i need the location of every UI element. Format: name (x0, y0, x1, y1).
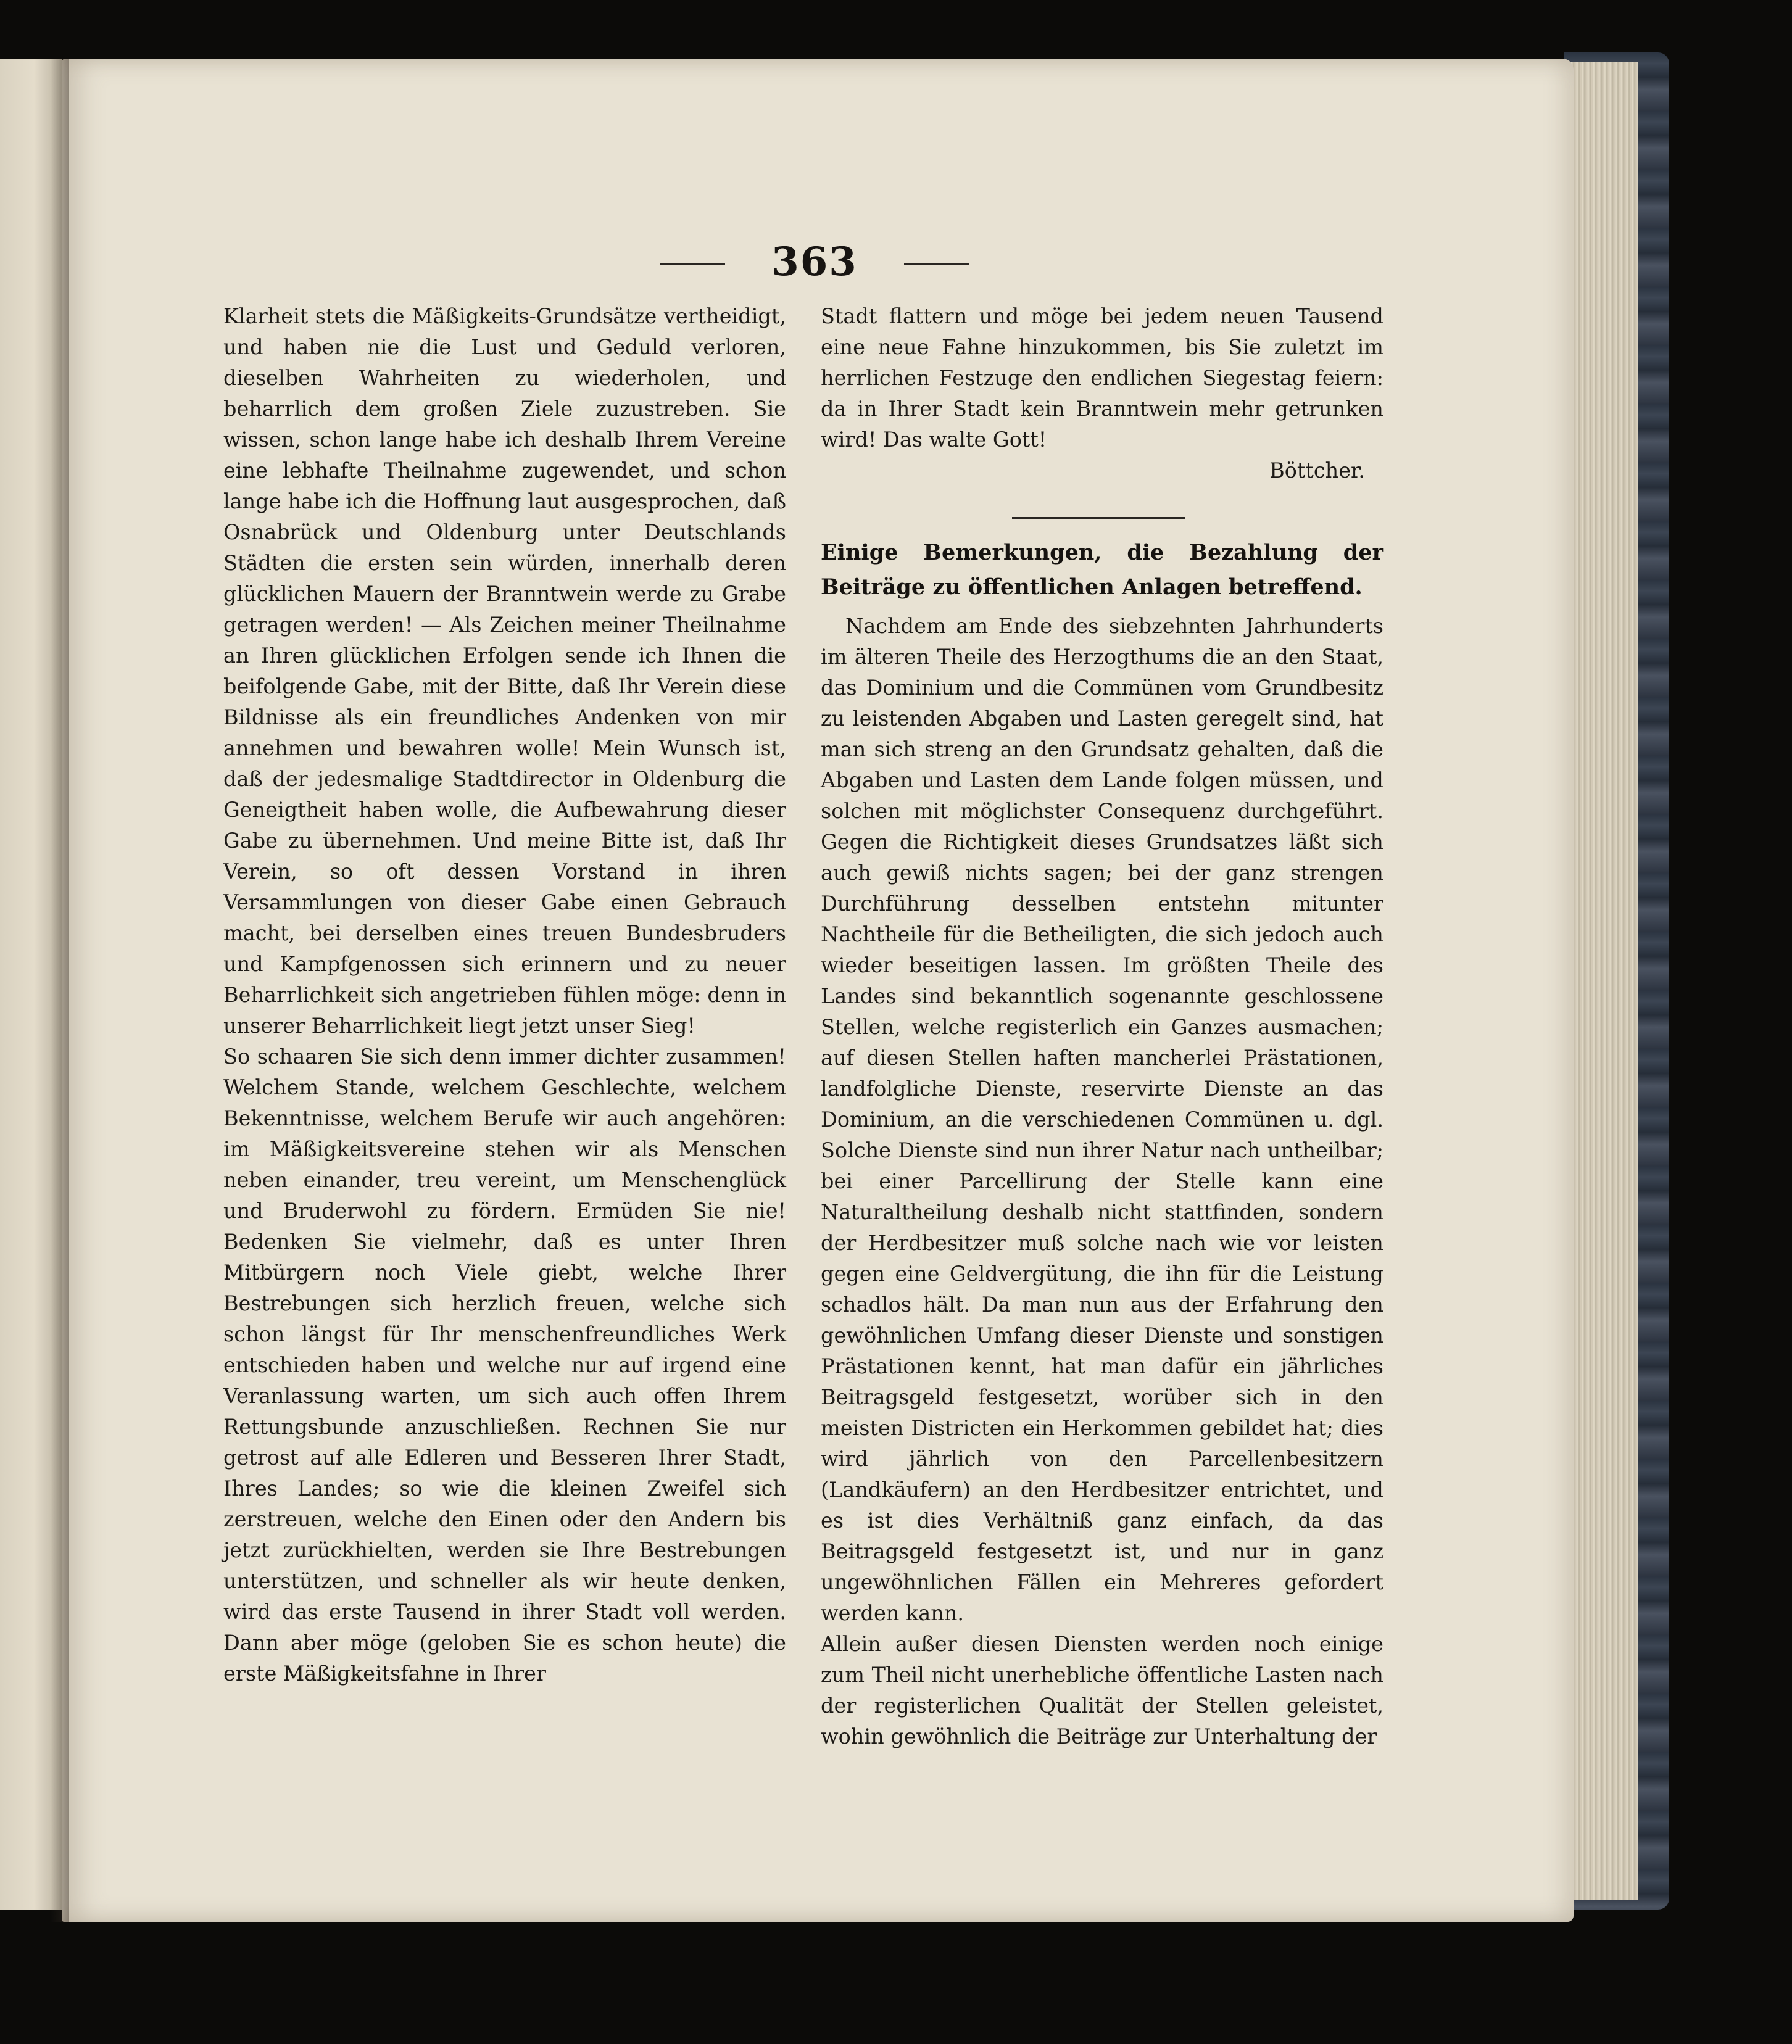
header-rule-right (904, 263, 969, 265)
right-paragraph-1: Nachdem am Ende des siebzehnten Jahrhunderts im älteren Theile des Herzogthums die an den Staat, das Dominium und die Commünen vom Grundbesitz zu leistenden Abgaben und Lasten geregelt sind, hat man sich streng an den Grundsatz gehalten, daß die Abgaben und Lasten dem Lande folgen müssen, und solchen mit möglichster Consequenz durchgeführt. Gegen die Richtigkeit dieses Grundsatzes läßt sich auch gewiß nichts sagen; bei der ganz strengen Durchführung desselben entstehn mitunter Nachtheile für die Betheiligten, die sich jedoch auch wieder beseitigen lassen. Im größten Theile des Landes sind bekanntlich sogenannte geschlossene Stellen, welche registerlich ein Ganzes ausmachen; auf diesen Stellen haften mancherlei Prästationen, landfolgliche Dienste, reservirte Dienste an das Dominium, an die verschiedenen Commünen u. dgl. Solche Dienste sind nun ihrer Natur nach untheilbar; bei einer Parcellirung der Stelle kann eine Naturaltheilung deshalb nicht stattfinden, sondern der Herdbesitzer muß solche nach wie vor leisten gegen eine Geldvergütung, die ihn für die Leistung schadlos hält. Da man nun aus der Erfahrung den gewöhnlichen Umfang dieser Dienste und sonstigen Prästationen kennt, hat man dafür ein jährliches Beitragsgeld festgesetzt, worüber sich in den meisten Districten ein Herkommen gebildet hat; dies wird jährlich von den Parcellenbesitzern (Landkäufern) an den Herdbesitzer entrichtet, und es ist dies Verhältniß ganz einfach, da das Beitragsgeld festgesetzt ist, und nur in ganz ungewöhnlichen Fällen ein Mehreres gefordert werden kann. (821, 614, 1383, 1625)
author-signature: Böttcher. (1269, 458, 1365, 482)
right-continuation-text: Stadt flattern und möge bei jedem neuen Tausend eine neue Fahne hinzukommen, bis Sie zuletzt im herrlichen Festzuge den endlichen Siegestag feiern: da in Ihrer Stadt kein Branntwein mehr getrunken wird! Das walte Gott! (821, 304, 1383, 452)
page-edges (1564, 62, 1638, 1900)
section-divider (1012, 517, 1185, 519)
page-header (0, 234, 1792, 290)
right-column-continuation (821, 301, 1383, 486)
page-number: 363 (771, 239, 858, 285)
left-paragraph-2: So schaaren Sie sich denn immer dichter zusammen! Welchem Stande, welchem Geschlechte, welchem Bekenntnisse, welchem Berufe wir auch angehören: im Mäßigkeitsvereine stehen wir als Menschen neben einander, treu vereint, um Menschenglück und Bruderwohl zu fördern. Ermüden Sie nie! Bedenken Sie vielmehr, daß es unter Ihren Mitbürgern noch Viele giebt, welche Ihrer Bestrebungen sich herzlich freuen, welche sich schon längst für Ihr menschenfreundliches Werk entschieden haben und welche nur auf irgend eine Veranlassung warten, um sich auch offen Ihrem Rettungsbunde anzuschließen. Rechnen Sie nur getrost auf alle Edleren und Besseren Ihrer Stadt, Ihres Landes; so wie die kleinen Zweifel sich zerstreuen, welche den Einen oder den Andern bis jetzt zurückhielten, werden sie Ihre Bestrebungen unterstützen, und schneller als wir heute denken, wird das erste Tausend in ihrer Stadt voll werden. Dann aber möge (geloben Sie es schon heute) die erste Mäßigkeitsfahne in Ihrer (223, 1045, 786, 1686)
article-heading: Einige Bemerkungen, die Bezahlung der Beiträge zu öffentlichen Anlagen betreffend. (821, 540, 1383, 600)
left-column (223, 301, 786, 1689)
right-column-body (821, 611, 1383, 1752)
left-paragraph-1: Klarheit stets die Mäßigkeits-Grundsätze vertheidigt, und haben nie die Lust und Geduld verloren, dieselben Wahrheiten zu wiederholen, und beharrlich dem großen Ziele zuzustreben. Sie wissen, schon lange habe ich deshalb Ihrem Vereine eine lebhafte Theilnahme zugewendet, und schon lange habe ich die Hoffnung laut ausgesprochen, daß Osnabrück und Oldenburg unter Deutschlands Städten die ersten sein würden, innerhalb deren glücklichen Mauern der Branntwein werde zu Grabe getragen werden! — Als Zeichen meiner Theilnahme an Ihren glücklichen Erfolgen sende ich Ihnen die beifolgende Gabe, mit der Bitte, daß Ihr Verein diese Bildnisse als ein freundliches Andenken von mir annehmen und bewahren wolle! Mein Wunsch ist, daß der jedesmalige Stadtdirector in Oldenburg die Geneigtheit haben wolle, die Aufbewahrung dieser Gabe zu übernehmen. Und meine Bitte ist, daß Ihr Verein, so oft dessen Vorstand in ihren Versammlungen von dieser Gabe einen Gebrauch macht, bei derselben eines treuen Bundesbruders und Kampfgenossen sich erinnern und zu neuer Beharrlichkeit sich angetrieben fühlen möge: denn in unserer Beharrlichkeit liegt jetzt unser Sieg! (223, 304, 786, 1038)
gutter-shadow (51, 59, 69, 1922)
right-paragraph-2: Allein außer diesen Diensten werden noch einige zum Theil nicht unerhebliche öffentliche Lasten nach der registerlichen Qualität der Stellen geleistet, wohin gewöhnlich die Beiträge zur Unterhaltung der (821, 1632, 1383, 1748)
header-rule-left (660, 263, 725, 265)
